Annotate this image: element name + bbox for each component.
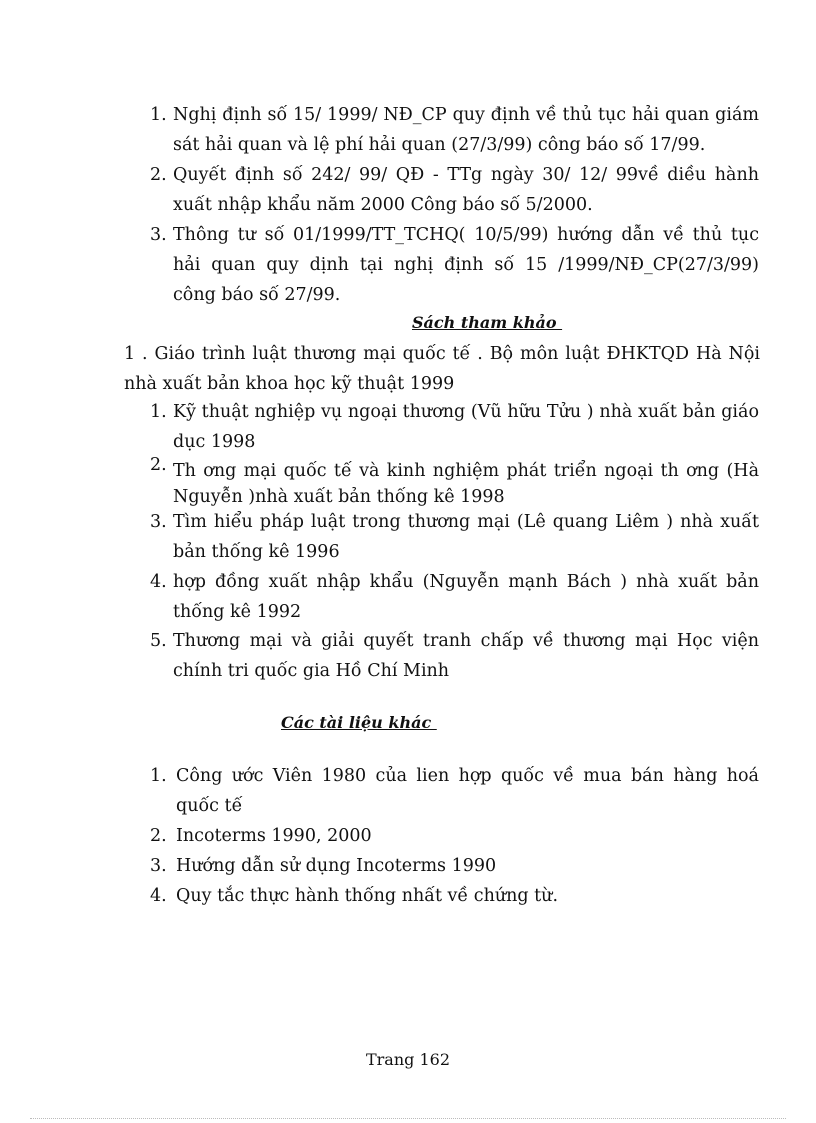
list-text: Nghị định số 15/ 1999/ NĐ_CP quy định về thủ tục hải quan giám sát hải quan và lệ phí hải quan (27/3/99) công báo số 17/99. — [173, 105, 759, 155]
list-text: Th ơng mại quốc tế và kinh nghiệm phát triển ngoại th ơng (Hà Nguyễn )nhà xuất bản thống kê 1998 — [173, 461, 759, 507]
list-number: 4. — [150, 572, 167, 592]
list-item — [150, 397, 759, 457]
list-item — [150, 626, 759, 686]
list-number: 1. — [150, 105, 167, 125]
page-number-footer: Trang 162 — [365, 1050, 451, 1069]
list-text: Kỹ thuật nghiệp vụ ngoại thương (Vũ hữu Tửu ) nhà xuất bản giáo dục 1998 — [173, 402, 759, 452]
list-text: Quy tắc thực hành thống nhất về chứng từ. — [176, 886, 559, 906]
page-bottom-divider — [30, 1118, 786, 1119]
list-text: Tìm hiểu pháp luật trong thương mại (Lê quang Liêm ) nhà xuất bản thống kê 1996 — [173, 512, 759, 562]
list-item — [150, 761, 759, 821]
list-item — [150, 455, 759, 510]
list-item — [150, 881, 759, 911]
list-text: Quyết định số 242/ 99/ QĐ - TTg ngày 30/ 12/ 99về diều hành xuất nhập khẩu năm 2000 Công báo số 5/2000. — [173, 165, 759, 215]
list-item — [150, 100, 759, 160]
list-number: 2. — [150, 826, 167, 846]
list-item — [150, 851, 759, 881]
list-text: Hướng dẫn sử dụng Incoterms 1990 — [176, 856, 497, 876]
list-number: 4. — [150, 886, 167, 906]
list-number: 1. — [150, 766, 167, 786]
reference-intro-paragraph: 1 . Giáo trình luật thương mại quốc tế . Bộ môn luật ĐHKTQD Hà Nội nhà xuất bản khoa học kỹ thuật 1999 — [124, 344, 760, 394]
list-number: 3. — [150, 856, 167, 876]
list-item — [150, 220, 759, 310]
list-text: Thông tư số 01/1999/TT_TCHQ( 10/5/99) hướng dẫn về thủ tục hải quan quy dịnh tại nghị định số 15 /1999/NĐ_CP(27/3/99) công báo số 27/99. — [173, 225, 759, 305]
list-text: Incoterms 1990, 2000 — [176, 826, 372, 846]
list-number: 3. — [150, 512, 167, 532]
list-number: 5. — [150, 631, 167, 651]
list-text: Thương mại và giải quyết tranh chấp về thương mại Học viện chính tri quốc gia Hồ Chí Minh — [173, 631, 759, 681]
list-text: hợp đồng xuất nhập khẩu (Nguyễn mạnh Bách ) nhà xuất bản thống kê 1992 — [173, 572, 759, 622]
list-item — [150, 160, 759, 220]
list-number: 3. — [150, 225, 167, 245]
list-item — [150, 821, 759, 851]
list-number: 2. — [150, 165, 167, 185]
list-item — [150, 507, 759, 567]
reference-books-heading: Sách tham khảo — [412, 313, 563, 332]
list-item — [150, 567, 759, 627]
list-number: 1. — [150, 402, 167, 422]
other-documents-heading: Các tài liệu khác — [281, 713, 437, 732]
list-number: 2. — [150, 455, 167, 475]
list-text: Công ước Viên 1980 của lien hợp quốc về mua bán hàng hoá quốc tế — [176, 766, 759, 816]
